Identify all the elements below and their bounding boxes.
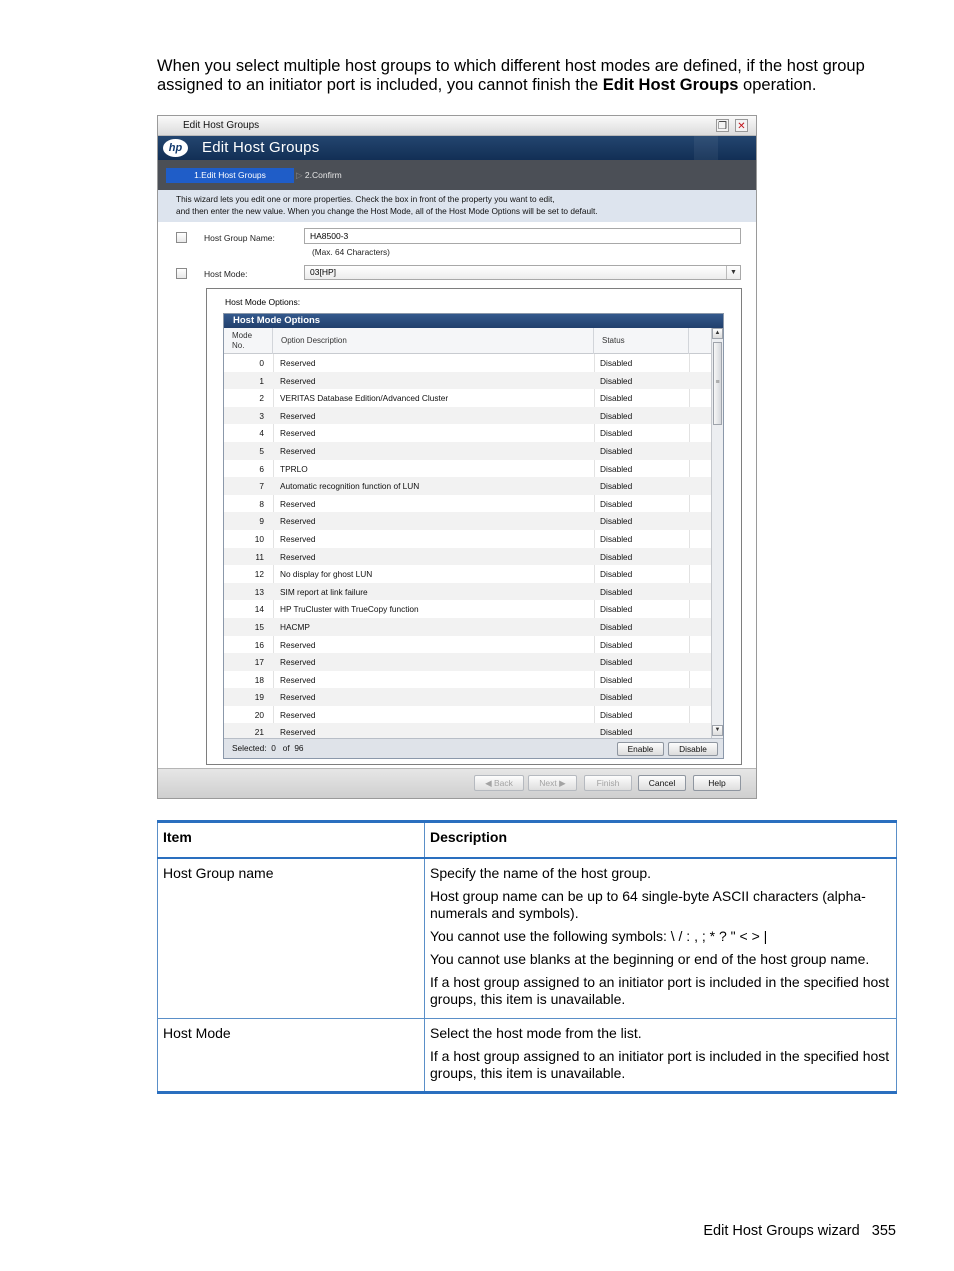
edit-host-groups-window — [157, 115, 757, 799]
row-item-text: Host Group name — [163, 865, 274, 881]
table-row[interactable] — [224, 354, 711, 372]
option-description-cell: Reserved — [280, 533, 316, 544]
status-cell: Disabled — [600, 692, 633, 703]
description-paragraph: Host group name can be up to 64 single-byte ASCII characters (alpha-numerals and symbols). — [430, 888, 866, 921]
step-confirm — [296, 168, 342, 183]
options-scrollbar[interactable] — [711, 328, 723, 740]
status-cell: Disabled — [600, 727, 633, 738]
option-description-cell: HACMP — [280, 621, 310, 632]
status-cell: Disabled — [600, 551, 633, 562]
column-mode-no[interactable] — [224, 328, 273, 354]
mode-no-cell: 12 — [254, 569, 264, 580]
mode-no-cell: 3 — [259, 410, 264, 421]
option-description-cell: Reserved — [280, 516, 316, 527]
wizard-form — [158, 222, 756, 768]
table-row[interactable] — [224, 442, 711, 460]
table-row[interactable] — [224, 636, 711, 654]
window-title: Edit Host Groups — [183, 120, 260, 131]
window-titlebar — [158, 116, 756, 136]
table-row[interactable] — [224, 512, 711, 530]
description-paragraph: Select the host mode from the list. — [430, 1025, 642, 1041]
host-mode-checkbox[interactable] — [176, 268, 187, 279]
description-table — [157, 820, 897, 1094]
host-mode-options-box — [206, 288, 742, 765]
help-button[interactable]: Help — [693, 775, 741, 791]
option-description-cell: Reserved — [280, 428, 316, 439]
description-paragraph: You cannot use blanks at the beginning or end of the host group name. — [430, 951, 870, 967]
mode-no-cell: 18 — [254, 674, 264, 685]
table-row[interactable] — [224, 583, 711, 601]
table-row — [158, 1019, 897, 1093]
mode-no-cell: 0 — [259, 358, 264, 368]
option-description-cell: VERITAS Database Edition/Advanced Cluster — [280, 393, 449, 404]
column-option-description[interactable]: Option Description — [273, 328, 594, 354]
option-description-cell: Reserved — [280, 498, 316, 509]
option-description-cell: Reserved — [280, 674, 316, 685]
status-cell: Disabled — [600, 428, 633, 439]
status-cell: Disabled — [600, 586, 633, 597]
options-table-footer — [224, 738, 723, 758]
mode-no-cell: 6 — [259, 463, 264, 474]
page-number: 355 — [871, 1223, 896, 1239]
description-paragraph: You cannot use the following symbols: \ / : , ; * ? " < > | — [430, 928, 768, 944]
restore-icon[interactable]: ❐ — [716, 119, 729, 132]
selected-label: Selected: — [232, 743, 267, 753]
mode-no-cell: 13 — [254, 586, 264, 597]
step-edit-host-groups: 1.Edit Host Groups — [166, 168, 294, 183]
mode-no-cell: 4 — [259, 428, 264, 439]
mode-no-cell: 10 — [254, 533, 264, 544]
status-cell: Disabled — [600, 533, 633, 544]
status-cell: Disabled — [600, 445, 633, 456]
table-row[interactable] — [224, 688, 711, 706]
selected-count — [232, 743, 304, 753]
table-row[interactable] — [224, 495, 711, 513]
header-item: Item — [158, 822, 425, 859]
status-cell: Disabled — [600, 569, 633, 580]
step-confirm-label: 2.Confirm — [304, 170, 342, 180]
table-header-row — [158, 822, 897, 859]
table-row[interactable] — [224, 618, 711, 636]
mode-no-cell: 7 — [259, 481, 264, 492]
host-group-name-input[interactable]: HA8500-3 — [304, 228, 741, 244]
instructions-line-2: and then enter the new value. When you change the Host Mode, all of the Host Mode Options will be set to default. — [176, 206, 598, 216]
page-footer — [703, 1223, 896, 1239]
mode-no-cell: 17 — [254, 657, 264, 668]
mode-no-cell: 14 — [254, 604, 264, 615]
status-cell: Disabled — [600, 604, 633, 615]
option-description-cell: Reserved — [280, 358, 316, 368]
status-cell: Disabled — [600, 393, 633, 404]
description-paragraph: If a host group assigned to an initiator port is included in the specified host groups, this item is unavailable. — [430, 974, 890, 1007]
status-cell: Disabled — [600, 410, 633, 421]
table-row[interactable] — [224, 460, 711, 478]
host-mode-options-label: Host Mode Options: — [225, 297, 301, 307]
hp-logo-icon: hp — [163, 139, 188, 157]
instructions-line-1: This wizard lets you edit one or more properties. Check the box in front of the property you want to edit, — [176, 194, 555, 204]
host-mode-value: 03[HP] — [310, 267, 336, 277]
next-button[interactable]: Next ▶ — [528, 775, 577, 791]
mode-no-cell: 21 — [254, 727, 264, 738]
intro-bold: Edit Host Groups — [602, 76, 739, 94]
mode-no-cell: 19 — [254, 692, 264, 703]
options-table-body — [224, 354, 711, 741]
option-description-cell: HP TruCluster with TrueCopy function — [280, 604, 419, 615]
description-paragraph: Specify the name of the host group. — [430, 865, 652, 881]
status-cell: Disabled — [600, 358, 633, 368]
table-row[interactable] — [224, 653, 711, 671]
of-label: of — [282, 743, 290, 753]
option-description-cell: Reserved — [280, 445, 316, 456]
finish-button[interactable]: Finish — [584, 775, 632, 791]
host-group-name-checkbox[interactable] — [176, 232, 187, 243]
table-row — [158, 858, 897, 1019]
option-description-cell: Reserved — [280, 551, 316, 562]
table-row[interactable] — [224, 565, 711, 583]
status-cell: Disabled — [600, 639, 633, 650]
table-row[interactable] — [224, 477, 711, 495]
column-status[interactable]: Status — [594, 328, 689, 354]
row-description — [425, 1019, 897, 1093]
host-group-name-label: Host Group Name: — [204, 233, 275, 243]
option-description-cell: Reserved — [280, 639, 316, 650]
mode-no-cell: 5 — [259, 445, 264, 456]
status-cell: Disabled — [600, 481, 633, 492]
column-mode-no-line1: Mode — [232, 331, 253, 340]
scroll-down-icon[interactable]: ▼ — [712, 725, 723, 736]
intro-text-end: operation. — [738, 76, 817, 94]
close-icon[interactable]: ✕ — [735, 119, 748, 132]
mode-no-cell: 20 — [254, 709, 264, 720]
table-row[interactable] — [224, 706, 711, 724]
scrollbar-thumb[interactable]: ≡ — [713, 342, 722, 425]
wizard-instructions — [158, 190, 756, 222]
column-mode-no-line2: No. — [232, 341, 245, 350]
enable-button[interactable]: Enable — [617, 742, 664, 756]
footer-section: Edit Host Groups wizard — [703, 1223, 860, 1239]
option-description-cell: No display for ghost LUN — [280, 569, 373, 580]
banner-decoration — [694, 136, 718, 160]
status-cell: Disabled — [600, 657, 633, 668]
host-mode-label: Host Mode: — [204, 269, 248, 279]
mode-no-cell: 2 — [259, 393, 264, 404]
disable-button[interactable]: Disable — [668, 742, 718, 756]
row-item — [158, 1019, 425, 1093]
wizard-banner — [158, 136, 756, 160]
step-arrow-icon: ▷ — [296, 170, 305, 180]
table-row[interactable] — [224, 530, 711, 548]
option-description-cell: Reserved — [280, 709, 316, 720]
option-description-cell: Automatic recognition function of LUN — [280, 481, 420, 492]
back-button[interactable]: ◀ Back — [474, 775, 524, 791]
row-item — [158, 858, 425, 1019]
host-mode-select[interactable] — [304, 265, 741, 280]
table-row[interactable] — [224, 671, 711, 689]
table-row[interactable] — [224, 600, 711, 618]
status-cell: Disabled — [600, 498, 633, 509]
wizard-steps — [158, 160, 756, 190]
table-row[interactable] — [224, 372, 711, 390]
options-table-title: Host Mode Options — [224, 314, 723, 328]
option-description-cell: Reserved — [280, 410, 316, 421]
status-cell: Disabled — [600, 375, 633, 386]
mode-no-cell: 9 — [259, 516, 264, 527]
scroll-up-icon[interactable]: ▲ — [712, 328, 723, 339]
total-value: 96 — [294, 743, 304, 753]
mode-no-cell: 15 — [254, 621, 264, 632]
table-row[interactable] — [224, 407, 711, 425]
option-description-cell: SIM report at link failure — [280, 586, 368, 597]
chevron-down-icon[interactable]: ▼ — [726, 266, 740, 279]
cancel-button[interactable]: Cancel — [638, 775, 686, 791]
table-row[interactable] — [224, 389, 711, 407]
status-cell: Disabled — [600, 516, 633, 527]
mode-no-cell: 1 — [259, 375, 264, 386]
row-description — [425, 858, 897, 1019]
options-table-header — [224, 328, 711, 354]
option-description-cell: Reserved — [280, 375, 316, 386]
header-description: Description — [425, 822, 897, 859]
mode-no-cell: 16 — [254, 639, 264, 650]
row-item-text: Host Mode — [163, 1025, 231, 1041]
banner-title: Edit Host Groups — [202, 139, 320, 156]
selected-value: 0 — [271, 743, 276, 753]
host-mode-options-table — [223, 313, 724, 759]
option-description-cell: Reserved — [280, 657, 316, 668]
description-paragraph: If a host group assigned to an initiator port is included in the specified host groups, this item is unavailable. — [430, 1048, 890, 1081]
option-description-cell: Reserved — [280, 692, 316, 703]
intro-paragraph — [157, 57, 897, 95]
status-cell: Disabled — [600, 709, 633, 720]
host-group-name-hint: (Max. 64 Characters) — [312, 247, 390, 257]
status-cell: Disabled — [600, 463, 633, 474]
option-description-cell: Reserved — [280, 727, 316, 738]
table-row[interactable] — [224, 548, 711, 566]
option-description-cell: TPRLO — [280, 463, 308, 474]
status-cell: Disabled — [600, 621, 633, 632]
mode-no-cell: 11 — [255, 551, 264, 562]
status-cell: Disabled — [600, 674, 633, 685]
intro-text: When you select multiple host groups to which different host modes are defined, if the host group assigned to an initiator port is included, you cannot finish the — [157, 57, 865, 94]
table-row[interactable] — [224, 424, 711, 442]
wizard-button-bar — [158, 768, 756, 798]
mode-no-cell: 8 — [259, 498, 264, 509]
